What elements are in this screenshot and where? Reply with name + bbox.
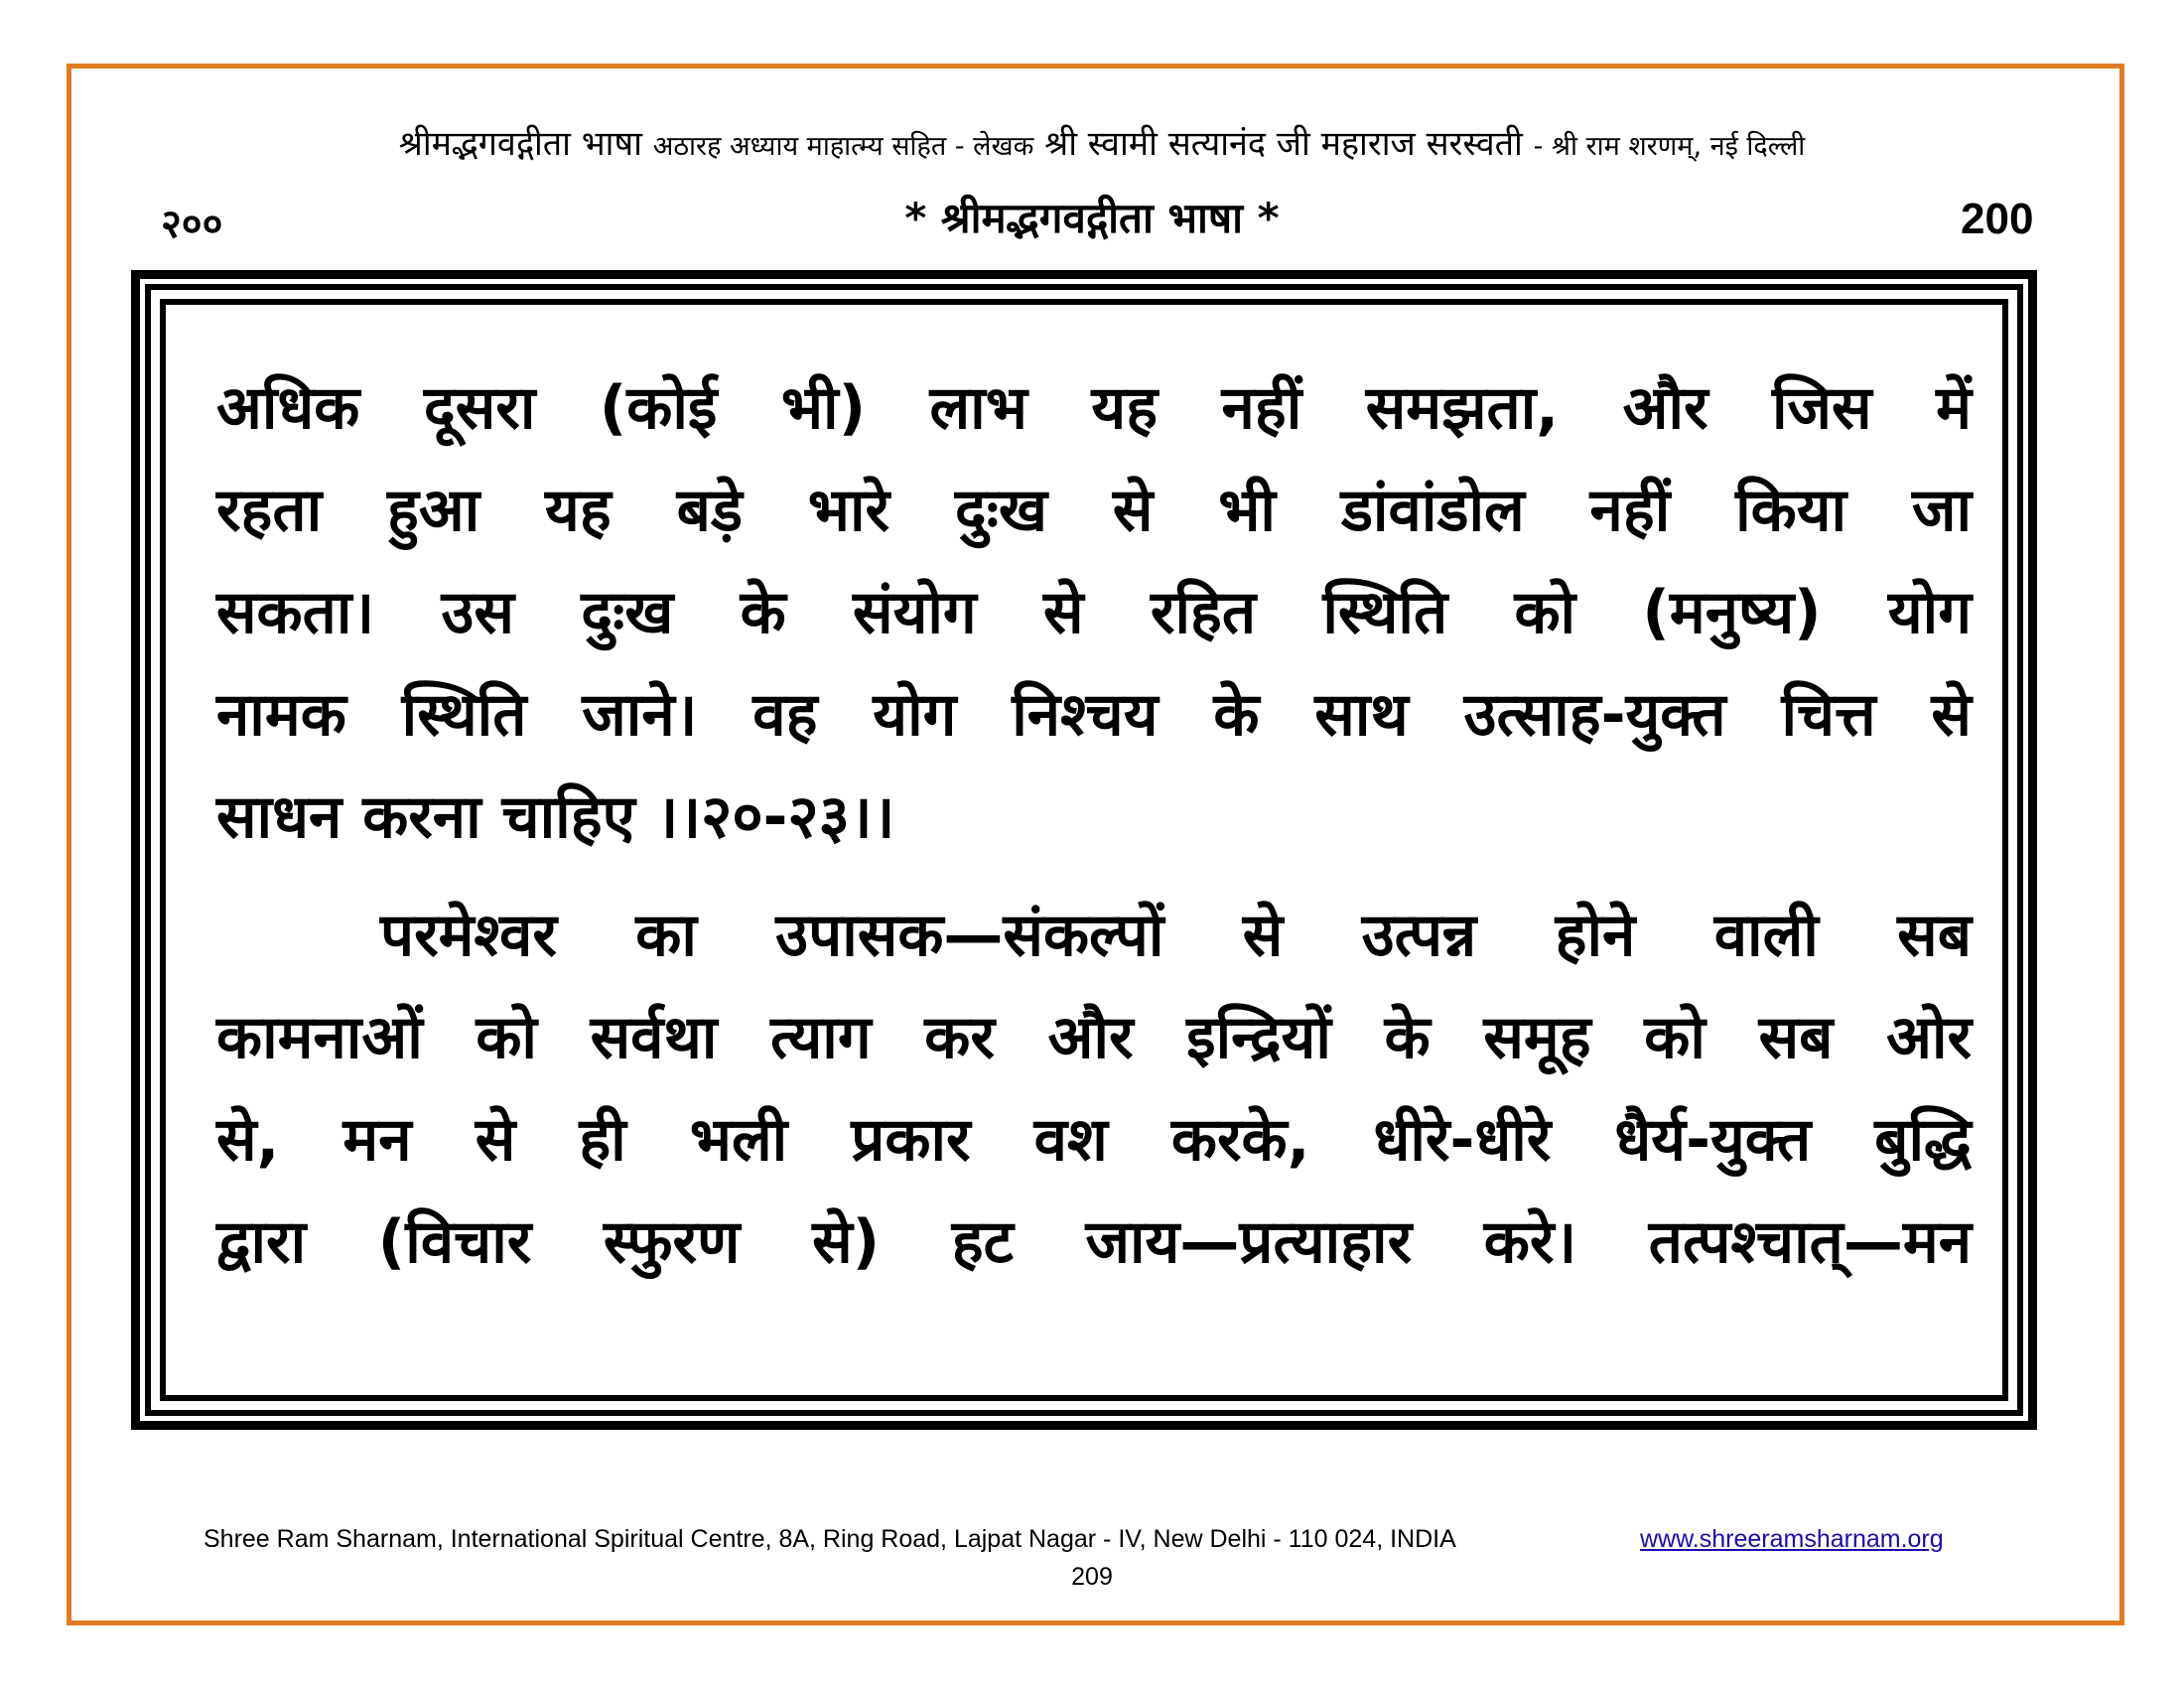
text-line: परमेश्वर का उपासक—संकल्पों से उत्पन्न होने वाली सब	[380, 901, 1972, 970]
paragraph-2	[216, 885, 1972, 1294]
footer-page-number: 209	[1071, 1563, 1113, 1591]
book-title: श्रीमद्भगवद्गीता भाषा	[398, 124, 642, 164]
text-line: सकता। उस दुःख के संयोग से रहित स्थिति को (मनुष्य) योग	[216, 578, 1972, 647]
book-header	[139, 117, 2065, 171]
running-title: * श्रीमद्भगवद्गीता भाषा *	[904, 194, 1280, 242]
text-line: नामक स्थिति जाने। वह योग निश्चय के साथ उत्साह-युक्त चित्त से	[216, 680, 1972, 750]
page-number-devanagari: २००	[161, 202, 223, 247]
text-line: अधिक दूसरा (कोई भी) लाभ यह नहीं समझता, और जिस में	[216, 373, 1972, 443]
text-line: रहता हुआ यह बड़े भारे दुःख से भी डांवांडोल नहीं किया जा	[216, 476, 1972, 545]
text-line: द्वारा (विचार स्फुरण से) हट जाय—प्रत्याहार करे। तत्पश्चात्—मन	[216, 1207, 1972, 1277]
page-number-arabic: 200	[1961, 195, 2034, 243]
book-subtitle: अठारह अध्याय माहात्म्य सहित - लेखक	[652, 131, 1034, 162]
scripture-text	[216, 357, 1972, 1294]
website-link[interactable]: www.shreeramsharnam.org	[1640, 1525, 1944, 1553]
text-line: से, मन से ही भली प्रकार वश करके, धीरे-धीरे धैर्य-युक्त बुद्धि	[216, 1105, 1972, 1175]
footer-address: Shree Ram Sharnam, International Spiritual Centre, 8A, Ring Road, Lajpat Nagar - IV, New Delhi - 110 024, INDIA	[204, 1525, 1456, 1553]
book-author: श्री स्वामी सत्यानंद जी महाराज सरस्वती	[1044, 124, 1523, 164]
text-line: कामनाओं को सर्वथा त्याग कर और इन्द्रियों के समूह को सब ओर	[216, 1003, 1972, 1072]
book-publisher: - श्री राम शरणम्, नई दिल्ली	[1533, 131, 1806, 162]
text-line: साधन करना चाहिए ।।२०-२३।।	[216, 782, 895, 852]
paragraph-1	[216, 357, 1972, 869]
